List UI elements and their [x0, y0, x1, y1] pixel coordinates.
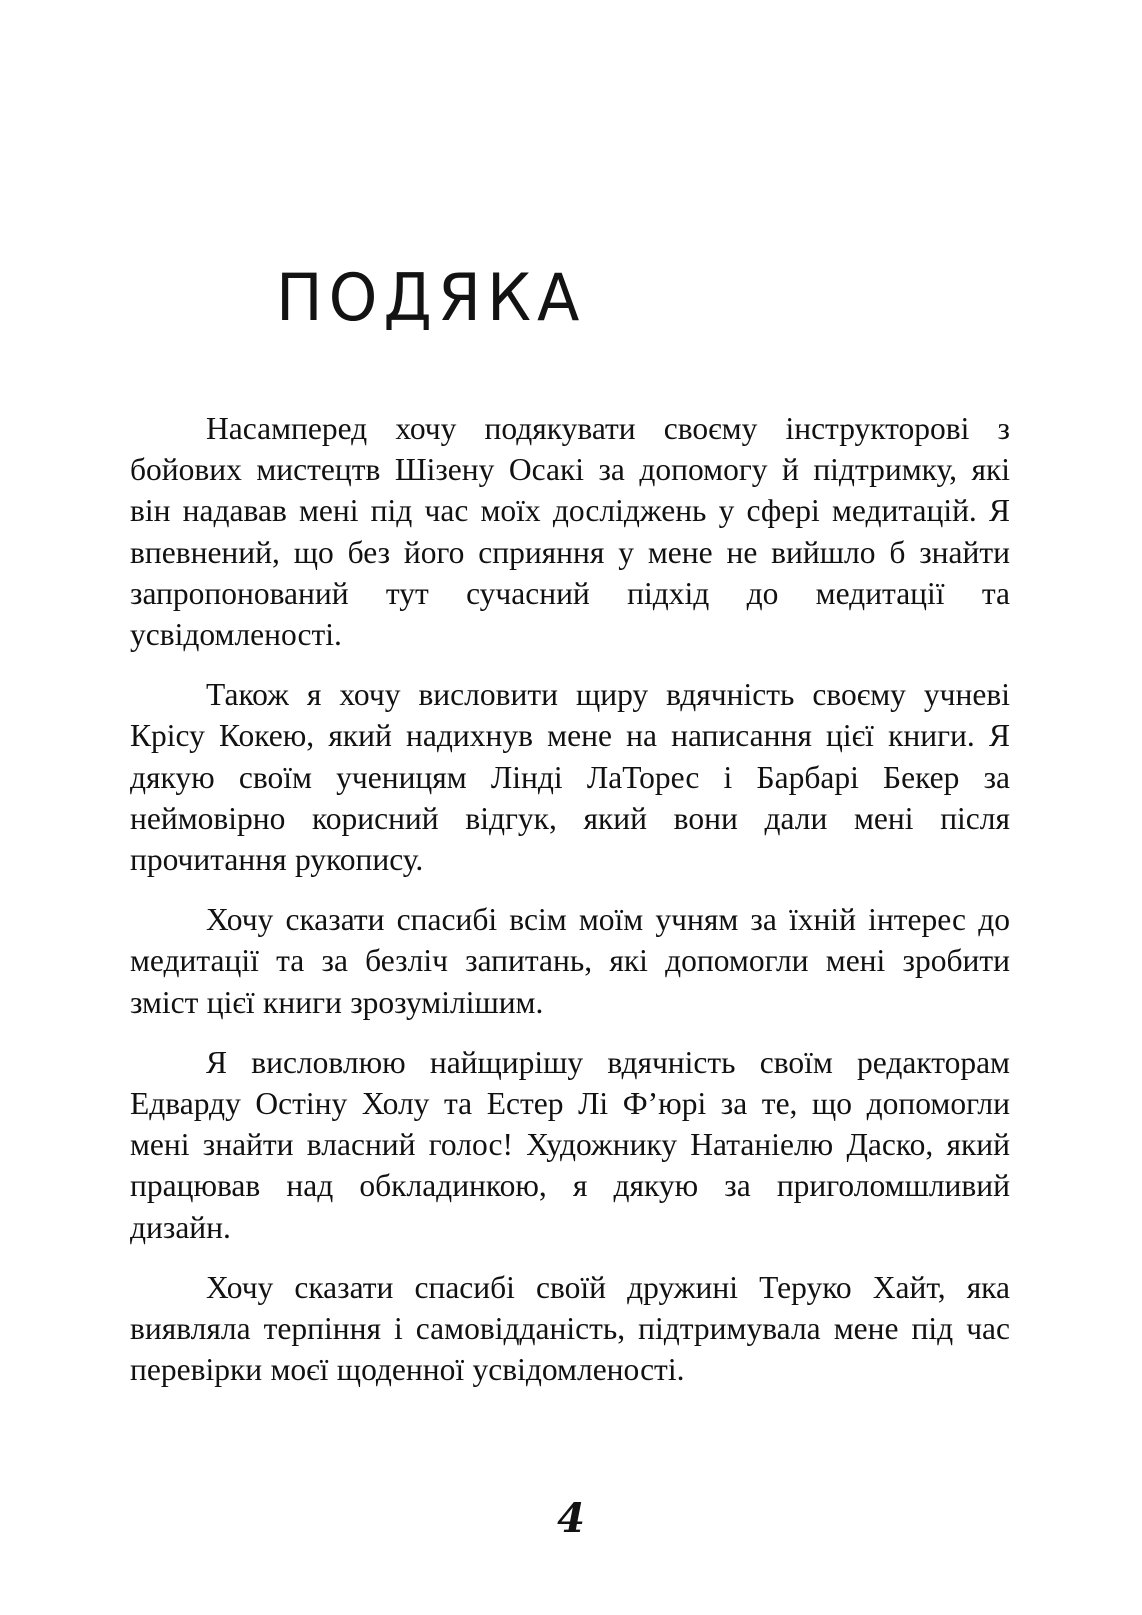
page-title: ПОДЯКА: [276, 258, 586, 336]
body-paragraph: Також я хочу висловити щиру вдячність своєму учневі Крісу Кокею, який надихнув мене на написання цієї книги. Я дякую своїм ученицям Лінді ЛаТорес і Барбарі Бекер за неймовірно корисний відгук, який вони дали мені після прочитання рукопису.: [130, 677, 1010, 878]
body-paragraph: Насамперед хочу подякувати своєму інструкторові з бойових мистецтв Шізену Осакі за допомогу й підтримку, які він надавав мені під час моїх досліджень у сфері медитацій. Я впевнений, що без його сприяння у мене не вийшло б знайти запропонований тут сучасний підхід до медитації та усвідомленості.: [130, 411, 1010, 653]
body-text-column: [130, 408, 1010, 1390]
body-paragraph: Я висловлюю найщирішу вдячність своїм редакторам Едварду Остіну Холу та Естер Лі Ф’юрі за те, що допомогли мені знайти власний голос! Художнику Натаніелю Даско, який працював над обкладинкою, я дякую за приголомшливий дизайн.: [130, 1044, 1010, 1245]
body-paragraph: Хочу сказати спасибі всім моїм учням за їхній інтерес до медитації та за безліч запитань, які допомогли мені зробити зміст цієї книги зрозумілішим.: [130, 902, 1010, 1020]
page-number: 4: [557, 1495, 585, 1542]
body-paragraph: Хочу сказати спасибі своїй дружині Теруко Хайт, яка виявляла терпіння і самовідданість, підтримувала мене під час перевірки моєї щоденної усвідомленості.: [130, 1269, 1010, 1388]
